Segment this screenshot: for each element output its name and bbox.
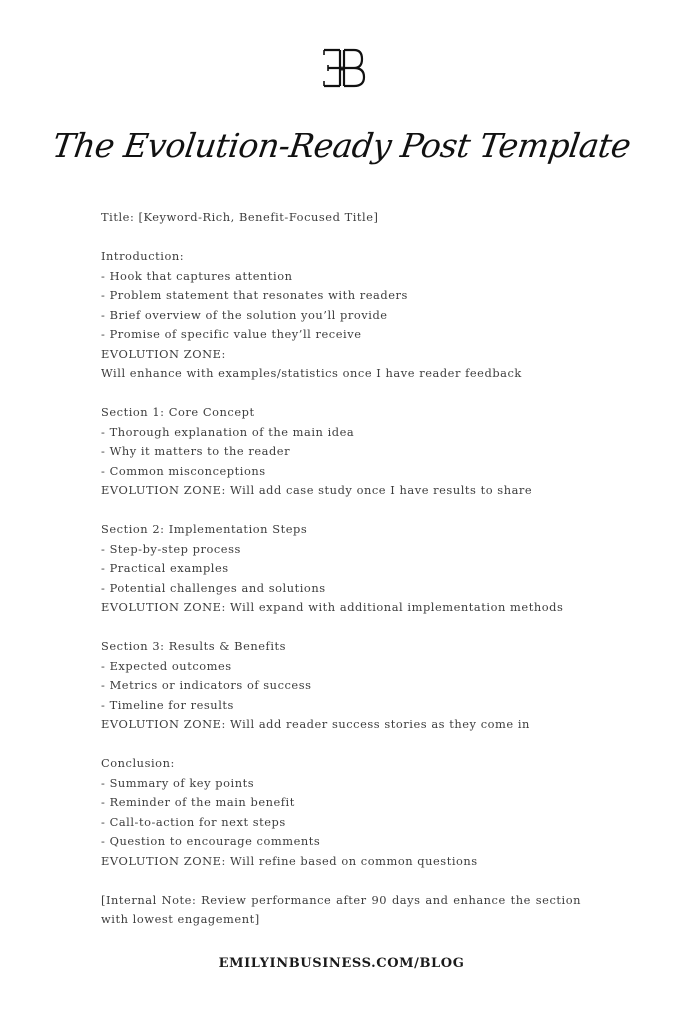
template-content bbox=[101, 208, 591, 930]
content-line: - Why it matters to the reader bbox=[101, 444, 291, 458]
content-line: - Potential challenges and solutions bbox=[101, 580, 326, 595]
content-line: - Promise of specific value they’ll receive bbox=[101, 327, 362, 341]
content-line: Conclusion: bbox=[101, 756, 175, 770]
blank-line bbox=[101, 618, 591, 638]
content-line: Section 1: Core Concept bbox=[101, 405, 255, 419]
content-line: - Practical examples bbox=[101, 561, 229, 575]
content-line: - Common misconceptions bbox=[101, 463, 266, 478]
blank-line bbox=[101, 501, 591, 521]
content-line: - Timeline for results bbox=[101, 697, 234, 712]
content-line: - Reminder of the main benefit bbox=[101, 795, 295, 809]
content-line: Section 3: Results & Benefits bbox=[101, 639, 287, 653]
content-line: EVOLUTION ZONE: Will add reader success stories as they come in bbox=[101, 717, 530, 731]
content-line: - Metrics or indicators of success bbox=[101, 678, 312, 692]
content-line: - Call-to-action for next steps bbox=[101, 814, 286, 829]
content-line: Introduction: bbox=[101, 249, 185, 263]
content-line: - Problem statement that resonates with readers bbox=[101, 288, 408, 302]
content-line: - Step-by-step process bbox=[101, 541, 241, 556]
blank-line bbox=[101, 228, 591, 248]
content-line: Section 2: Implementation Steps bbox=[101, 522, 308, 536]
content-line: - Expected outcomes bbox=[101, 658, 232, 673]
blank-line bbox=[101, 735, 591, 755]
footer-url: EMILYINBUSINESS.COM/BLOG bbox=[218, 956, 465, 971]
eb-monogram-logo bbox=[312, 44, 372, 92]
page-title: The Evolution-Ready Post Template bbox=[50, 126, 634, 165]
blank-line bbox=[101, 384, 591, 404]
content-line: EVOLUTION ZONE: Will add case study once I have results to share bbox=[101, 483, 533, 497]
blank-line bbox=[101, 871, 591, 891]
content-line: EVOLUTION ZONE: Will refine based on common questions bbox=[101, 853, 478, 868]
content-line: - Hook that captures attention bbox=[101, 268, 293, 283]
content-line: Will enhance with examples/statistics once I have reader feedback bbox=[101, 366, 522, 380]
content-line: - Thorough explanation of the main idea bbox=[101, 424, 355, 439]
internal-note: [Internal Note: Review performance after 90 days and enhance the section with lowest engagement] bbox=[101, 892, 581, 926]
content-line: - Question to encourage comments bbox=[101, 834, 321, 848]
content-line: Title: [Keyword-Rich, Benefit-Focused Title] bbox=[101, 210, 379, 224]
content-line: - Summary of key points bbox=[101, 775, 255, 790]
content-line: EVOLUTION ZONE: Will expand with additional implementation methods bbox=[101, 600, 564, 614]
brand-logo bbox=[0, 44, 683, 92]
content-line: EVOLUTION ZONE: bbox=[101, 346, 226, 361]
content-line: - Brief overview of the solution you’ll provide bbox=[101, 307, 388, 322]
